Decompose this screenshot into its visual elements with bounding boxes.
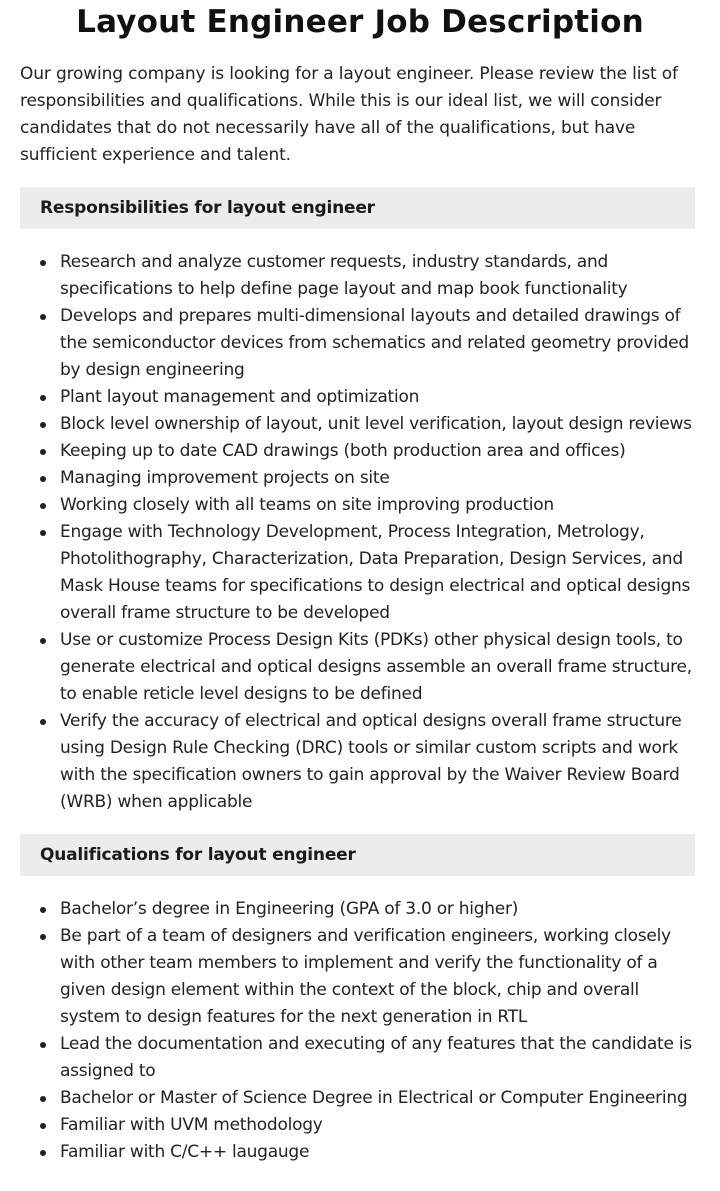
qualifications-list <box>40 896 700 1166</box>
responsibility-item <box>40 384 700 411</box>
responsibilities-list <box>40 249 700 816</box>
qualification-text: Be part of a team of designers and verification engineers, working closely with other team members to implement and verify the functionality of a given design element within the context of the block, chip and overall system to design features for the next generation in RTL <box>60 926 671 1027</box>
qualification-item <box>40 896 700 923</box>
qualification-item <box>40 1031 700 1085</box>
responsibility-text: Keeping up to date CAD drawings (both production area and offices) <box>60 441 626 461</box>
bullet-icon <box>40 638 46 644</box>
bullet-icon <box>40 530 46 536</box>
bullet-icon <box>40 449 46 455</box>
responsibility-item <box>40 465 700 492</box>
qualification-item <box>40 923 700 1031</box>
responsibility-item <box>40 249 700 303</box>
responsibility-item <box>40 438 700 465</box>
intro-paragraph: Our growing company is looking for a layout engineer. Please review the list of responsibilities and qualifications. While this is our ideal list, we will consider candidates that do not necessarily have all of the qualifications, but have sufficient experience and talent. <box>20 64 678 165</box>
qualification-text: Lead the documentation and executing of any features that the candidate is assigned to <box>60 1034 692 1081</box>
bullet-icon <box>40 1150 46 1156</box>
responsibility-item <box>40 411 700 438</box>
responsibility-text: Develops and prepares multi-dimensional layouts and detailed drawings of the semiconductor devices from schematics and related geometry provided by design engineering <box>60 306 689 380</box>
responsibility-text: Block level ownership of layout, unit level verification, layout design reviews <box>60 414 692 434</box>
responsibility-text: Use or customize Process Design Kits (PDKs) other physical design tools, to generate electrical and optical designs assemble an overall frame structure, to enable reticle level designs to be defined <box>60 630 692 704</box>
bullet-icon <box>40 476 46 482</box>
bullet-icon <box>40 422 46 428</box>
bullet-icon <box>40 934 46 940</box>
bullet-icon <box>40 1123 46 1129</box>
bullet-icon <box>40 395 46 401</box>
qualification-text: Bachelor or Master of Science Degree in Electrical or Computer Engineering <box>60 1088 688 1108</box>
responsibility-text: Engage with Technology Development, Process Integration, Metrology, Photolithography, Characterization, Data Preparation, Design Services, and Mask House teams for specifications to design electrical and optical designs overall frame structure to be developed <box>60 522 691 623</box>
bullet-icon <box>40 907 46 913</box>
responsibility-item <box>40 519 700 627</box>
responsibility-text: Working closely with all teams on site improving production <box>60 495 554 515</box>
qualification-text: Familiar with C/C++ laugauge <box>60 1142 310 1162</box>
responsibility-text: Research and analyze customer requests, industry standards, and specifications to help define page layout and map book functionality <box>60 252 628 299</box>
qualification-item <box>40 1139 700 1166</box>
bullet-icon <box>40 314 46 320</box>
responsibility-text: Managing improvement projects on site <box>60 468 390 488</box>
bullet-icon <box>40 1096 46 1102</box>
qualification-item <box>40 1112 700 1139</box>
responsibility-item <box>40 303 700 384</box>
bullet-icon <box>40 260 46 266</box>
responsibility-item <box>40 708 700 816</box>
qualification-text: Bachelor’s degree in Engineering (GPA of 3.0 or higher) <box>60 899 519 919</box>
responsibility-item <box>40 492 700 519</box>
qualification-item <box>40 1085 700 1112</box>
bullet-icon <box>40 503 46 509</box>
responsibility-text: Plant layout management and optimization <box>60 387 420 407</box>
responsibility-item <box>40 627 700 708</box>
qualifications-heading: Qualifications for layout engineer <box>20 834 695 876</box>
bullet-icon <box>40 1042 46 1048</box>
responsibility-text: Verify the accuracy of electrical and optical designs overall frame structure using Design Rule Checking (DRC) tools or similar custom scripts and work with the specification owners to gain approval by the Waiver Review Board (WRB) when applicable <box>60 711 682 812</box>
page-title: Layout Engineer Job Description <box>76 4 644 40</box>
bullet-icon <box>40 719 46 725</box>
responsibilities-heading: Responsibilities for layout engineer <box>20 187 695 229</box>
qualification-text: Familiar with UVM methodology <box>60 1115 323 1135</box>
